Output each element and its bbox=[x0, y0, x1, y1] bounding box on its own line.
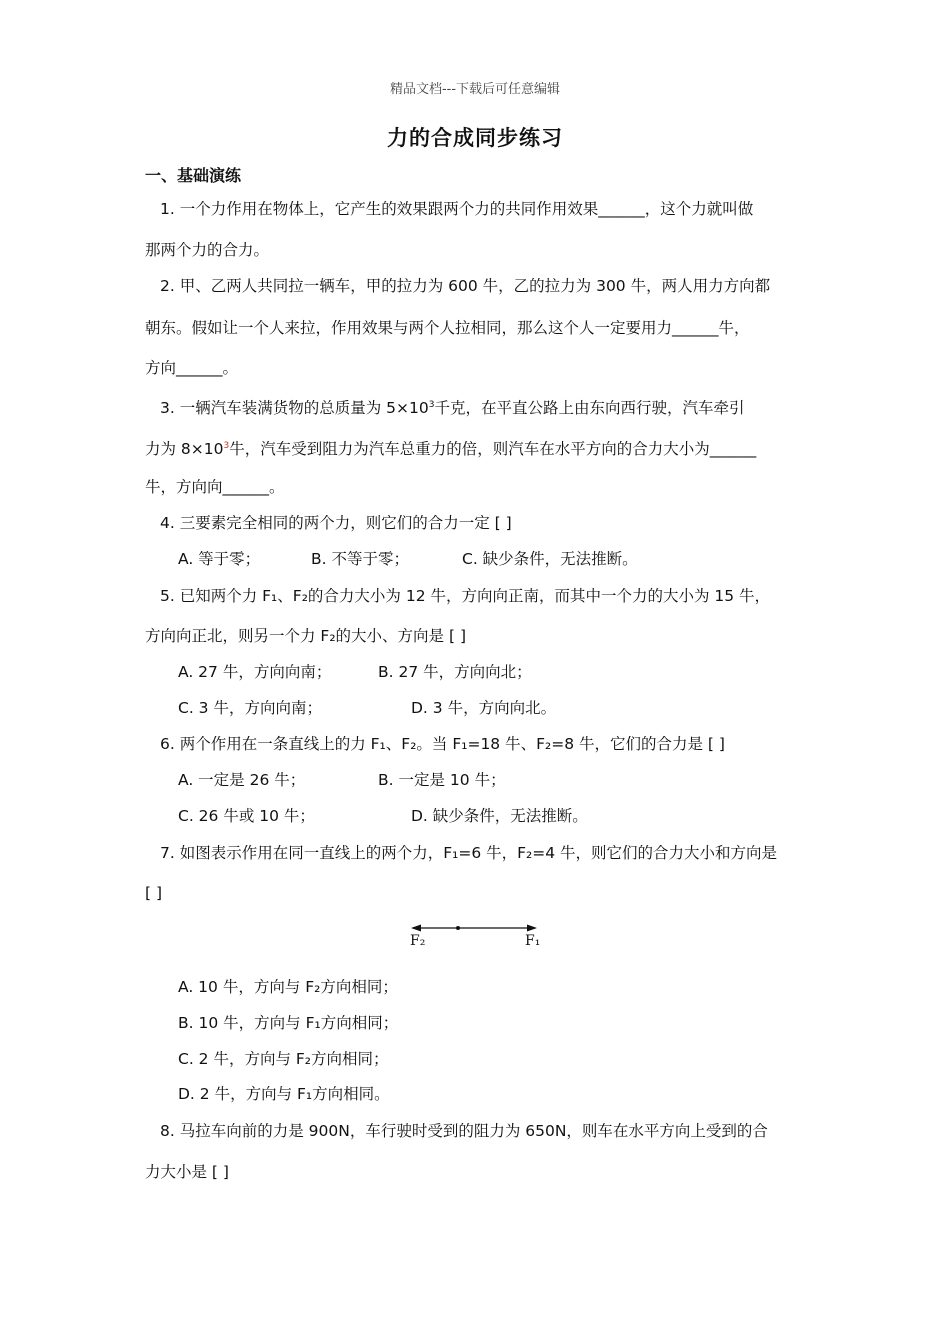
q8-line-2: 力大小是 [ ] bbox=[145, 1163, 229, 1181]
q3-line-1 bbox=[160, 394, 825, 419]
q7-line-2: [ ] bbox=[145, 884, 163, 902]
page-header: 精品文档---下载后可任意编辑 bbox=[389, 82, 561, 97]
q6-option-c: C. 26 牛或 10 牛； bbox=[178, 807, 315, 825]
page-title: 力的合成同步练习 bbox=[387, 126, 563, 150]
f1-arrowhead bbox=[527, 925, 537, 932]
q4-stem: 4. 三要素完全相同的两个力，则它们的合力一定 [ ] bbox=[160, 514, 512, 532]
q2-line-1: 2. 甲、乙两人共同拉一辆车，甲的拉力为 600 牛，乙的拉力为 300 牛，两人用力方向都 bbox=[160, 277, 771, 295]
q3-line-2-text-b: 牛，汽车受到阻力为汽车总重力的倍，则汽车在水平方向的合力大小为______ bbox=[229, 440, 757, 459]
q7-option-d: D. 2 牛，方向与 F₁方向相同。 bbox=[178, 1085, 390, 1103]
f2-arrowhead bbox=[411, 925, 421, 932]
q5-option-a: A. 27 牛，方向向南； bbox=[178, 663, 332, 681]
q3-line-2-text-a: 力为 8×10 bbox=[145, 440, 224, 459]
q6-option-a: A. 一定是 26 牛； bbox=[178, 771, 306, 789]
q4-option-a: A. 等于零； bbox=[178, 550, 261, 568]
q7-option-b: B. 10 牛，方向与 F₁方向相同； bbox=[178, 1014, 399, 1032]
q8-line-1: 8. 马拉车向前的力是 900N，车行驶时受到的阻力为 650N，则车在水平方向上受到的合 bbox=[160, 1122, 768, 1140]
q6-stem: 6. 两个作用在一条直线上的力 F₁、F₂。当 F₁=18 牛、F₂=8 牛，它们的合力是 [ ] bbox=[160, 735, 725, 753]
q5-option-c: C. 3 牛，方向向南； bbox=[178, 699, 322, 717]
q2-line-3: 方向______。 bbox=[145, 359, 239, 377]
q7-line-1: 7. 如图表示作用在同一直线上的两个力，F₁=6 牛，F₂=4 牛，则它们的合力大小和方向是 bbox=[160, 844, 778, 862]
q1-line-2: 那两个力的合力。 bbox=[145, 241, 270, 259]
q4-option-c: C. 缺少条件，无法推断。 bbox=[462, 550, 638, 568]
q3-line-1-text-a: 3. 一辆汽车装满货物的总质量为 5×10 bbox=[160, 399, 429, 418]
q4-option-b: B. 不等于零； bbox=[311, 550, 409, 568]
section-heading: 一、基础演练 bbox=[145, 166, 242, 185]
q6-option-d: D. 缺少条件，无法推断。 bbox=[411, 807, 588, 825]
q6-option-b: B. 一定是 10 牛； bbox=[378, 771, 506, 789]
q7-option-c: C. 2 牛，方向与 F₂方向相同； bbox=[178, 1050, 389, 1068]
q1-line-1: 1. 一个力作用在物体上，它产生的效果跟两个力的共同作用效果______，这个力就叫做 bbox=[160, 200, 754, 218]
q3-exponent-2: 3 bbox=[223, 441, 230, 451]
q2-line-2: 朝东。假如让一个人来拉，作用效果与两个人拉相同，那么这个人一定要用力______牛， bbox=[145, 319, 750, 337]
force-arrows bbox=[405, 918, 545, 938]
force-diagram bbox=[405, 918, 545, 958]
q5-option-d: D. 3 牛，方向向北。 bbox=[411, 699, 557, 717]
q3-line-3: 牛，方向向______。 bbox=[145, 478, 285, 496]
f2-label: F₂ bbox=[410, 933, 426, 949]
q3-exponent-1: 3 bbox=[428, 400, 435, 410]
f1-label: F₁ bbox=[525, 933, 541, 949]
q5-option-b: B. 27 牛，方向向北； bbox=[378, 663, 532, 681]
point-of-action bbox=[456, 926, 460, 930]
q7-option-a: A. 10 牛，方向与 F₂方向相同； bbox=[178, 978, 398, 996]
q3-line-1-text-b: 千克，在平直公路上由东向西行驶，汽车牵引 bbox=[434, 399, 745, 418]
q5-line-2: 方向向正北，则另一个力 F₂的大小、方向是 [ ] bbox=[145, 627, 467, 645]
q3-line-2 bbox=[145, 435, 810, 460]
q5-line-1: 5. 已知两个力 F₁、F₂的合力大小为 12 牛，方向向正南，而其中一个力的大小为 15 牛， bbox=[160, 587, 771, 605]
